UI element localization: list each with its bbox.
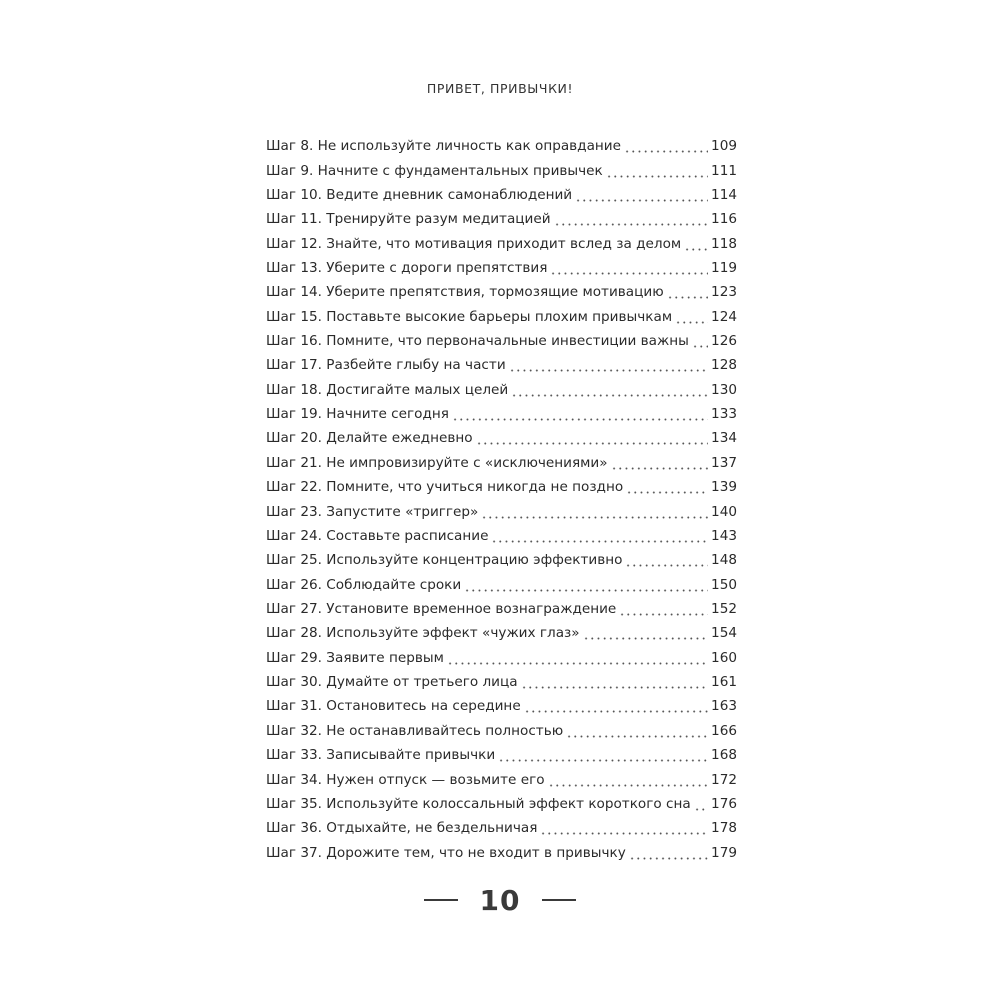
- toc-entry-page: 160: [711, 649, 737, 666]
- toc-entry-page: 139: [711, 479, 737, 496]
- toc-entry: [266, 426, 737, 450]
- toc-entry-title: Шаг 8. Не используйте личность как оправдание: [266, 138, 621, 155]
- dot-leader: [447, 651, 708, 665]
- dot-leader: [575, 188, 708, 202]
- toc-entry-title: Шаг 15. Поставьте высокие барьеры плохим привычкам: [266, 308, 673, 325]
- toc-entry-title: Шаг 14. Уберите препятствия, тормозящие мотивацию: [266, 284, 664, 301]
- dot-leader: [548, 773, 709, 787]
- page-number: 10: [479, 883, 521, 917]
- toc-entry-page: 114: [711, 186, 737, 203]
- toc-entry-page: 143: [711, 527, 737, 544]
- dot-leader: [626, 480, 708, 494]
- toc-entry: [266, 524, 737, 548]
- toc-entry: [266, 378, 737, 402]
- dot-leader: [692, 334, 708, 348]
- toc-entry-title: Шаг 34. Нужен отпуск — возьмите его: [266, 771, 545, 788]
- dot-leader: [521, 675, 708, 689]
- toc-entry-title: Шаг 36. Отдыхайте, не бездельничая: [266, 820, 538, 837]
- toc-entry-title: Шаг 29. Заявите первым: [266, 649, 444, 666]
- toc-entry: [266, 767, 737, 791]
- toc-entry: [266, 256, 737, 280]
- toc-entry-title: Шаг 25. Используйте концентрацию эффективно: [266, 552, 623, 569]
- toc-entry-page: 150: [711, 576, 737, 593]
- toc-entry-title: Шаг 21. Не импровизируйте с «исключениями»: [266, 454, 608, 471]
- toc-entry-page: 168: [711, 747, 737, 764]
- dot-leader: [619, 602, 708, 616]
- toc-entry-title: Шаг 23. Запустите «триггер»: [266, 503, 479, 520]
- toc-entry-page: 163: [711, 698, 737, 715]
- toc-entry-page: 118: [711, 235, 737, 252]
- toc-entry-title: Шаг 32. Не останавливайтесь полностью: [266, 722, 564, 739]
- toc-entry-page: 161: [711, 674, 737, 691]
- toc-entry-page: 111: [711, 162, 737, 179]
- toc-entry-page: 119: [711, 259, 737, 276]
- toc-entry-title: Шаг 28. Используйте эффект «чужих глаз»: [266, 625, 580, 642]
- toc-entry-page: 179: [711, 844, 737, 861]
- dot-leader: [554, 212, 708, 226]
- toc-entry: [266, 597, 737, 621]
- toc-entry-title: Шаг 16. Помните, что первоначальные инвестиции важны: [266, 333, 689, 350]
- toc-entry: [266, 451, 737, 475]
- running-title: ПРИВЕТ, ПРИВЫЧКИ!: [426, 81, 574, 96]
- dot-leader: [606, 164, 708, 178]
- dot-leader: [464, 578, 708, 592]
- dot-leader: [498, 748, 708, 762]
- toc-entry-page: 178: [711, 820, 737, 837]
- toc-entry-title: Шаг 37. Дорожите тем, что не входит в привычку: [266, 844, 626, 861]
- toc-entry-title: Шаг 17. Разбейте глыбу на части: [266, 357, 506, 374]
- toc-entry: [266, 305, 737, 329]
- toc-entry-page: 134: [711, 430, 737, 447]
- toc-entry-title: Шаг 26. Соблюдайте сроки: [266, 576, 462, 593]
- toc-entry: [266, 743, 737, 767]
- toc-entry-title: Шаг 13. Уберите с дороги препятствия: [266, 259, 548, 276]
- toc-entry-page: 154: [711, 625, 737, 642]
- dot-leader: [511, 383, 708, 397]
- dot-leader: [684, 237, 708, 251]
- toc-entry: [266, 646, 737, 670]
- toc-entry: [266, 499, 737, 523]
- dot-leader: [524, 699, 708, 713]
- table-of-contents: [266, 134, 737, 865]
- toc-entry-page: 172: [711, 771, 737, 788]
- folio-left-rule: [424, 899, 458, 901]
- toc-entry-title: Шаг 11. Тренируйте разум медитацией: [266, 211, 551, 228]
- toc-entry: [266, 134, 737, 158]
- toc-entry-page: 152: [711, 601, 737, 617]
- toc-entry: [266, 329, 737, 353]
- dot-leader: [629, 846, 708, 860]
- dot-leader: [624, 139, 708, 153]
- dot-leader: [481, 505, 708, 519]
- toc-entry-page: 116: [711, 211, 737, 228]
- toc-entry-title: Шаг 19. Начните сегодня: [266, 406, 449, 423]
- toc-entry: [266, 792, 737, 816]
- toc-entry: [266, 402, 737, 426]
- toc-entry-page: 130: [711, 381, 737, 398]
- dot-leader: [476, 431, 708, 445]
- toc-entry: [266, 183, 737, 207]
- toc-entry-title: Шаг 24. Составьте расписание: [266, 527, 489, 544]
- toc-entry-title: Шаг 35. Используйте колоссальный эффект короткого сна: [266, 795, 691, 812]
- toc-entry: [266, 207, 737, 231]
- dot-leader: [611, 456, 708, 470]
- toc-entry-title: Шаг 12. Знайте, что мотивация приходит вслед за делом: [266, 235, 682, 252]
- toc-entry-title: Шаг 31. Остановитесь на середине: [266, 698, 521, 715]
- dot-leader: [667, 285, 708, 299]
- toc-entry-page: 126: [711, 333, 737, 350]
- folio-right-rule: [542, 899, 576, 901]
- toc-entry: [266, 670, 737, 694]
- toc-entry-page: 109: [711, 138, 737, 155]
- toc-entry: [266, 719, 737, 743]
- toc-entry: [266, 158, 737, 182]
- dot-leader: [540, 821, 708, 835]
- toc-entry: [266, 353, 737, 377]
- toc-entry-title: Шаг 27. Установите временное вознаграждение: [266, 601, 617, 617]
- toc-entry-page: 123: [711, 284, 737, 301]
- toc-entry-page: 128: [711, 357, 737, 374]
- toc-entry: [266, 621, 737, 645]
- toc-entry-page: 148: [711, 552, 737, 569]
- toc-entry-title: Шаг 18. Достигайте малых целей: [266, 381, 509, 398]
- toc-entry: [266, 280, 737, 304]
- dot-leader: [452, 407, 708, 421]
- dot-leader: [583, 626, 708, 640]
- dot-leader: [675, 310, 708, 324]
- dot-leader: [694, 797, 708, 811]
- toc-entry-title: Шаг 22. Помните, что учиться никогда не поздно: [266, 479, 624, 496]
- toc-entry-title: Шаг 30. Думайте от третьего лица: [266, 674, 518, 691]
- toc-entry-title: Шаг 10. Ведите дневник самонаблюдений: [266, 186, 573, 203]
- toc-entry-page: 166: [711, 722, 737, 739]
- toc-entry: [266, 694, 737, 718]
- dot-leader: [550, 261, 708, 275]
- toc-entry: [266, 816, 737, 840]
- toc-entry-page: 176: [711, 795, 737, 812]
- toc-entry-page: 140: [711, 503, 737, 520]
- toc-entry-title: Шаг 33. Записывайте привычки: [266, 747, 496, 764]
- toc-entry: [266, 475, 737, 499]
- toc-entry: [266, 548, 737, 572]
- toc-entry-title: Шаг 9. Начните с фундаментальных привычек: [266, 162, 603, 179]
- toc-entry-page: 133: [711, 406, 737, 423]
- dot-leader: [509, 358, 708, 372]
- toc-entry: [266, 840, 737, 864]
- toc-entry-title: Шаг 20. Делайте ежедневно: [266, 430, 473, 447]
- toc-entry: [266, 231, 737, 255]
- toc-entry: [266, 572, 737, 596]
- dot-leader: [625, 553, 708, 567]
- page-folio: [0, 880, 1000, 920]
- toc-entry-page: 137: [711, 454, 737, 471]
- dot-leader: [491, 529, 708, 543]
- dot-leader: [566, 724, 708, 738]
- toc-entry-page: 124: [711, 308, 737, 325]
